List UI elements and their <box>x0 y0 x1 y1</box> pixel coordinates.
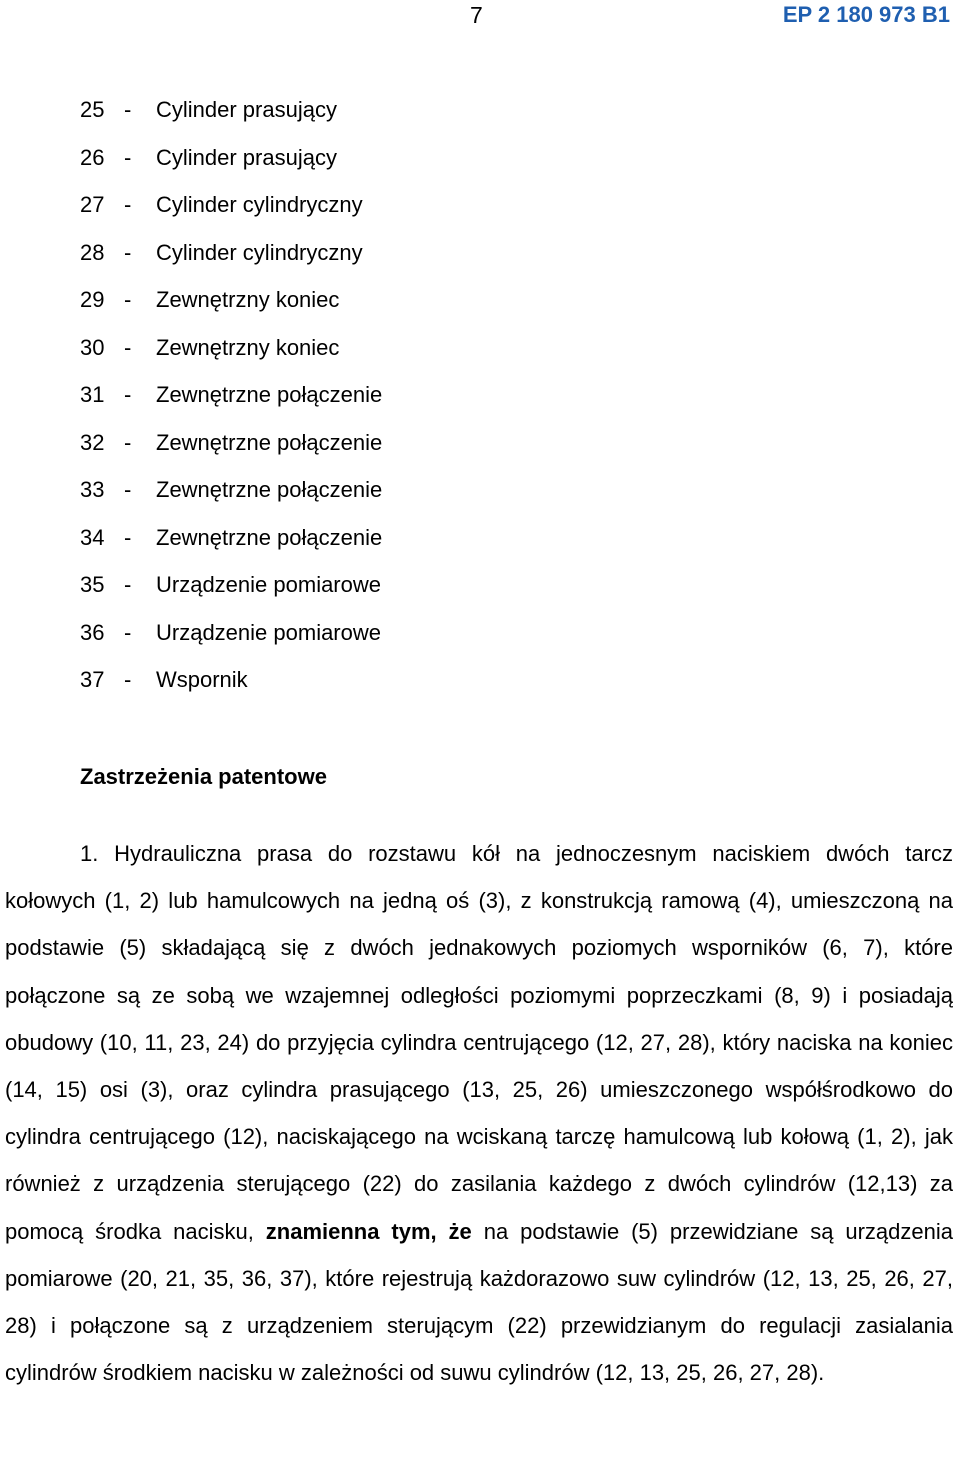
ref-label: Cylinder cylindryczny <box>156 192 363 217</box>
ref-number: 33 <box>80 477 105 502</box>
ref-dash: - <box>124 619 132 645</box>
ref-dash: - <box>124 524 132 550</box>
ref-number: 29 <box>80 287 105 312</box>
ref-label: Cylinder prasujący <box>156 97 337 122</box>
ref-number: 28 <box>80 239 105 265</box>
ref-label: Cylinder cylindryczny <box>156 239 363 265</box>
ref-dash: - <box>124 667 132 692</box>
ref-number: 27 <box>80 192 105 217</box>
list-item <box>80 425 382 473</box>
ref-dash: - <box>124 334 132 360</box>
ref-dash: - <box>124 97 132 122</box>
ref-number: 31 <box>80 382 105 407</box>
page-number: 7 <box>470 2 483 28</box>
ref-number: 25 <box>80 97 105 122</box>
ref-number: 30 <box>80 334 105 360</box>
list-item <box>80 520 382 568</box>
claim-text-before: Hydrauliczna prasa do rozstawu kół na jednoczesnym naciskiem dwóch tarcz kołowych (1, 2) lub hamulcowych na jedną oś (3), z konstrukcją ramową (4), umieszczoną na podstawie (5) składającą się z dwóch jednakowych poziomych wsporników (6, 7), które połączone są ze sobą we wzajemnej odległości poziomymi poprzeczkami (8, 9) i posiadają obudowy (10, 11, 23, 24) do przyjęcia cylindra centrującego (12, 27, 28), który naciska na koniec (14, 15) osi (3), oraz cylindra prasującego (13, 25, 26) umieszczonego współśrodkowo do cylindra centrującego (12), naciskającego na wciskaną tarczę hamulcową lub kołową (1, 2), jak również z urządzenia sterującego (22) do zasilania każdego z dwóch cylindrów (12,13) za pomocą środka nacisku, <box>5 841 953 1244</box>
list-item <box>80 187 382 235</box>
ref-dash: - <box>124 477 132 502</box>
ref-number: 32 <box>80 429 105 455</box>
ref-number: 36 <box>80 619 105 645</box>
ref-label: Zewnętrzne połączenie <box>156 477 383 502</box>
ref-label: Zewnętrzne połączenie <box>156 524 383 550</box>
ref-label: Cylinder prasujący <box>156 144 337 170</box>
document-id: EP 2 180 973 B1 <box>782 2 950 27</box>
ref-number: 37 <box>80 667 105 692</box>
list-item <box>80 662 382 710</box>
list-item <box>80 282 382 330</box>
ref-label: Urządzenie pomiarowe <box>156 572 381 597</box>
ref-number: 34 <box>80 524 105 550</box>
ref-label: Zewnętrzny koniec <box>156 334 340 360</box>
list-item <box>80 567 382 615</box>
ref-dash: - <box>124 192 132 217</box>
section-heading: Zastrzeżenia patentowe <box>80 764 327 789</box>
list-item <box>80 235 382 283</box>
claim-number: 1. <box>80 841 99 866</box>
ref-number: 26 <box>80 144 105 170</box>
ref-label: Wspornik <box>156 667 248 692</box>
ref-dash: - <box>124 144 132 170</box>
ref-dash: - <box>124 239 132 265</box>
list-item <box>80 92 382 140</box>
ref-dash: - <box>124 429 132 455</box>
ref-dash: - <box>124 382 132 407</box>
list-item <box>80 330 382 378</box>
claim-emphasis: znamienna tym, że <box>265 1218 472 1244</box>
ref-label: Zewnętrzne połączenie <box>156 382 383 407</box>
page-header <box>0 0 960 36</box>
ref-label: Urządzenie pomiarowe <box>156 619 381 645</box>
ref-label: Zewnętrzny koniec <box>156 287 340 312</box>
ref-label: Zewnętrzne połączenie <box>156 429 383 455</box>
list-item <box>80 377 382 425</box>
list-item <box>80 140 382 188</box>
reference-list <box>80 92 382 710</box>
list-item <box>80 615 382 663</box>
ref-number: 35 <box>80 572 105 597</box>
claim-1 <box>5 830 953 1396</box>
list-item <box>80 472 382 520</box>
ref-dash: - <box>124 287 132 312</box>
ref-dash: - <box>124 572 132 597</box>
claim-text-after: na podstawie (5) przewidziane są urządzenia pomiarowe (20, 21, 35, 36, 37), które rejestrują każdorazowo suw cylindrów (12, 13, 25, 26, 27, 28) i połączone są z urządzeniem sterującym (22) przewidzianym do regulacji zasialania cylindrów środkiem nacisku w zależności od suwu cylindrów (12, 13, 25, 26, 27, 28). <box>5 1218 953 1386</box>
